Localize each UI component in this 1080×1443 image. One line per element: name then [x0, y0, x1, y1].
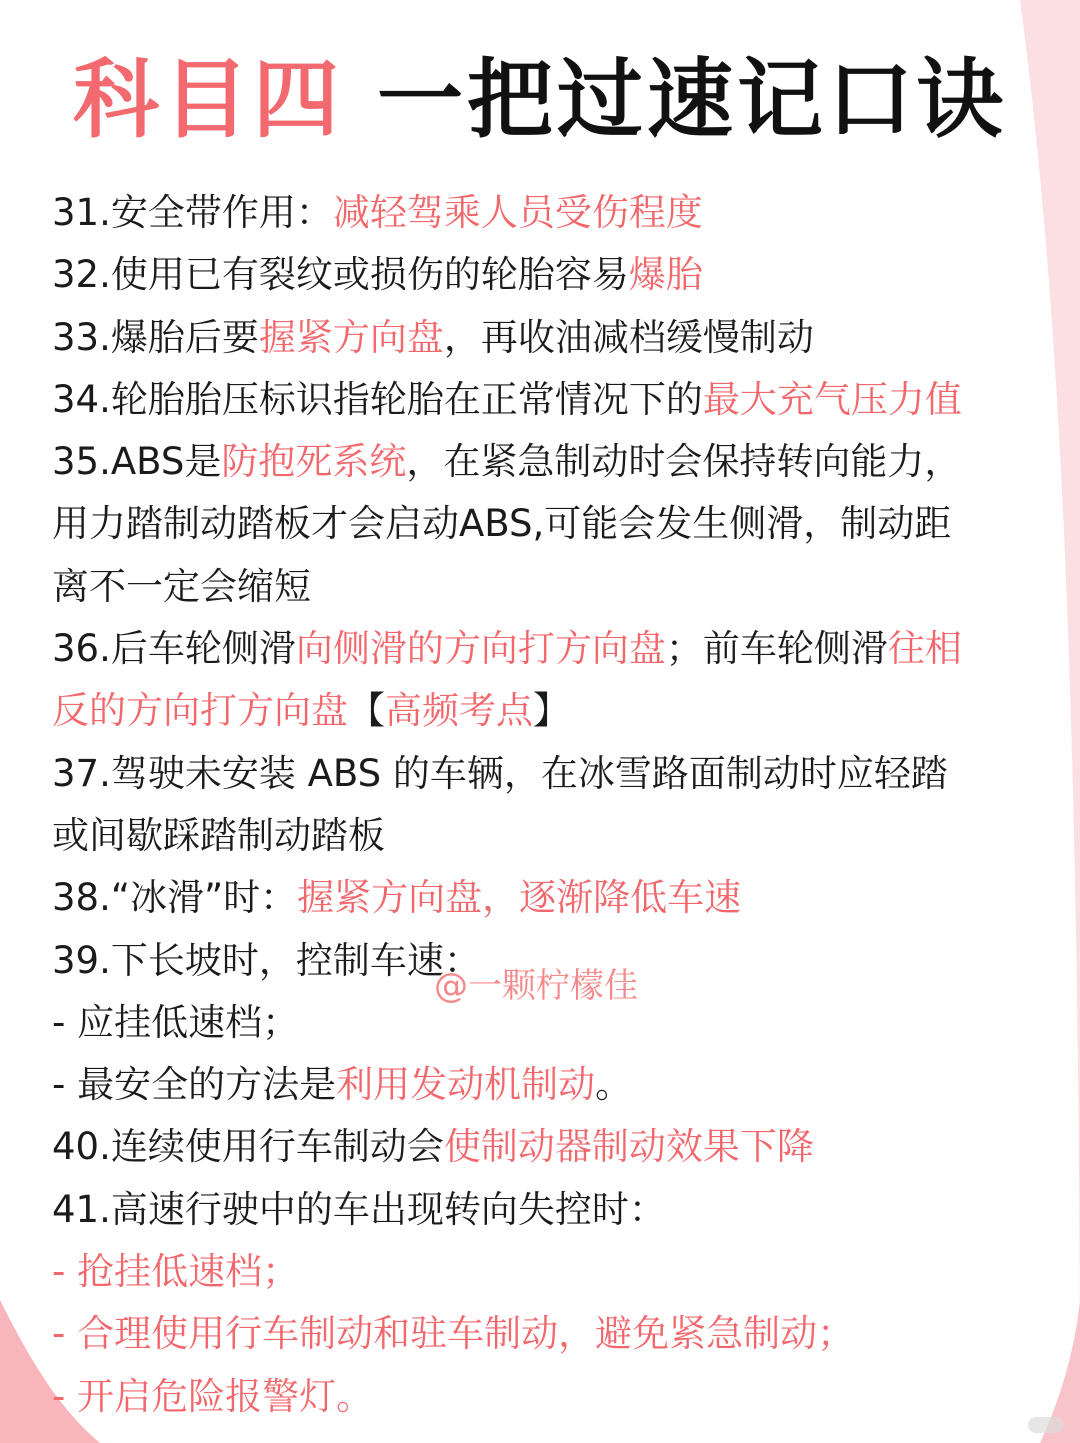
list-item-continuation: 或间歇踩踏制动踏板	[52, 813, 385, 857]
list-item-continuation: 反的方向打方向盘【高频考点】	[52, 689, 570, 733]
list-item: 31.安全带作用：减轻驾乘人员受伤程度	[52, 191, 703, 234]
list-item-bullet: - 合理使用行车制动和驻车制动，避免紧急制动；	[52, 1312, 855, 1356]
author-watermark: @一颗柠檬佳	[434, 966, 638, 1006]
list-item: 36.后车轮侧滑向侧滑的方向打方向盘；前车轮侧滑往相	[52, 627, 962, 671]
title-accent: 科目四	[73, 50, 344, 150]
list-item-continuation: 用力踏制动踏板才会启动ABS,可能会发生侧滑，制动距	[52, 502, 952, 546]
page-title	[0, 50, 1080, 150]
list-item-bullet: - 最安全的方法是利用发动机制动。	[52, 1063, 633, 1107]
list-item: 35.ABS是防抱死系统，在紧急制动时会保持转向能力，	[52, 440, 962, 484]
tips-list	[52, 182, 1012, 1428]
list-item-bullet: - 开启危险报警灯。	[52, 1374, 374, 1418]
list-item-bullet: - 抢挂低速档；	[52, 1250, 300, 1294]
list-item: 38.“冰滑”时：握紧方向盘，逐渐降低车速	[52, 876, 742, 920]
list-item-bullet: - 应挂低速档；	[52, 1000, 300, 1044]
list-item: 41.高速行驶中的车出现转向失控时：	[52, 1187, 666, 1231]
list-item: 34.轮胎胎压标识指轮胎在正常情况下的最大充气压力值	[52, 377, 962, 421]
list-item: 32.使用已有裂纹或损伤的轮胎容易爆胎	[52, 253, 703, 297]
list-item: 33.爆胎后要握紧方向盘，再收油减档缓慢制动	[52, 315, 814, 359]
corner-badge	[1028, 1417, 1064, 1433]
list-item: 40.连续使用行车制动会使制动器制动效果下降	[52, 1125, 814, 1169]
list-item-continuation: 离不一定会缩短	[52, 564, 311, 608]
list-item: 37.驾驶未安装 ABS 的车辆，在冰雪路面制动时应轻踏	[52, 751, 948, 795]
list-item: 39.下长坡时，控制车速：	[52, 938, 481, 982]
title-main: 一把过速记口诀	[343, 50, 1007, 150]
